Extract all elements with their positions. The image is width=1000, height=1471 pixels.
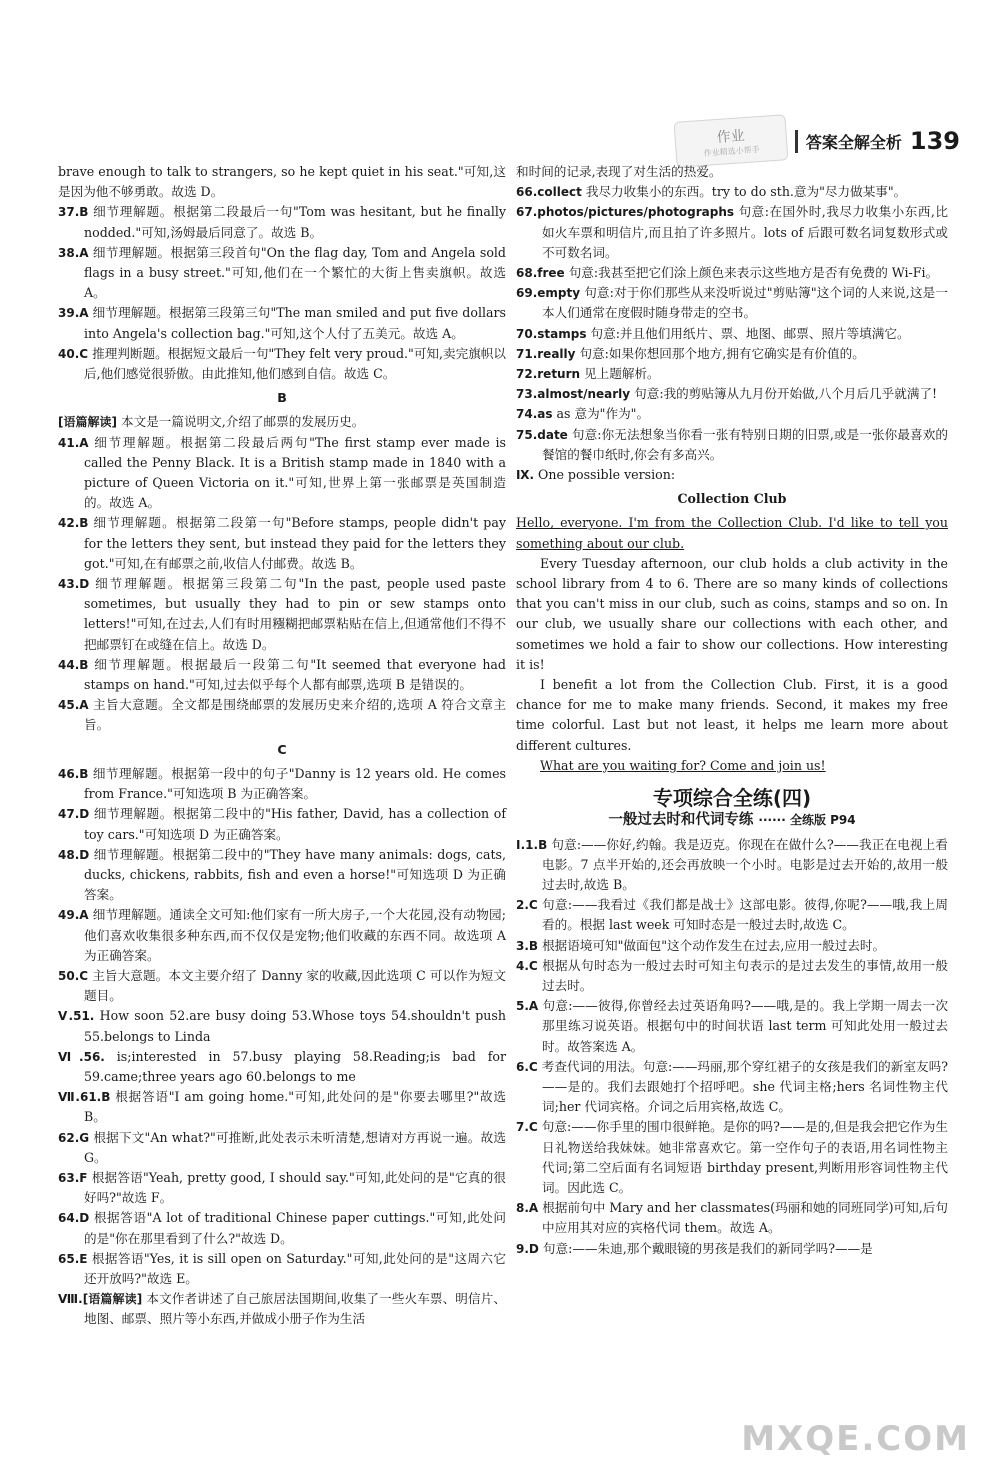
answer-item — [516, 263, 948, 283]
answer-explanation: One possible version: — [538, 467, 676, 483]
answer-number: 66.collect — [516, 185, 582, 200]
answer-explanation: 句意:我甚至把它们涂上颜色来表示这些地方是否有免费的 Wi-Fi。 — [568, 265, 939, 281]
answer-number: 48.D — [58, 847, 90, 862]
answer-explanation: 句意:——你手里的围巾很鲜艳。是你的吗?——是的,但是我会把它作为生日礼物送给我妹妹。她非常喜欢它。第一空作句子的表语,用名词性物主代词;第二空后面有名词短语 birthday present,判断用形容词性物主代词。因此选 C。 — [541, 1119, 949, 1195]
answer-item — [58, 695, 506, 735]
answer-explanation: 根据答语"Yeah, pretty good, I should say."可知,此处问的是"它真的很好吗?"故选 F。 — [84, 1169, 506, 1206]
answer-explanation: 句意:在国外时,我尽力收集小东西,比如火车票和明信片,而且拍了许多照片。lots of 后跟可数名词复数形式或不可数名词。 — [542, 204, 948, 260]
answer-number: 6.C — [516, 1059, 538, 1074]
answer-item — [516, 956, 948, 996]
answer-number: 67.photos/pictures/photographs — [516, 205, 735, 220]
left-column — [58, 162, 506, 1330]
answer-explanation: is;interested in 57.busy playing 58.Reading;is bad for 59.came;three years ago 60.belongs to me — [84, 1048, 506, 1084]
answer-explanation: 根据答语"Yes, it is sill open on Saturday."可知,此处问的是"这周六它还开放吗?"故选 E。 — [84, 1250, 506, 1286]
answer-number: 73.almost/nearly — [516, 387, 631, 402]
special-section-subtitle — [516, 810, 948, 830]
answer-explanation: 句意:——彼得,你曾经去过英语角吗?——哦,是的。我上学期一周去一次那里练习说英语。根据句中的时间状语 last term 可知此处用一般过去时。故答案选 A。 — [542, 998, 948, 1054]
section-heading: C — [277, 741, 287, 757]
answer-item — [58, 1289, 506, 1329]
essay-paragraph: I benefit a lot from the Collection Club. First, it is a good chance for me to make many friends. Second, it makes my free time colorful. Last but not least, it helps me learn more about different cultures. — [516, 677, 948, 753]
answer-number: 70.stamps — [516, 326, 587, 341]
answer-explanation: 主旨大意题。本文主要介绍了 Danny 家的收藏,因此选项 C 可以作为短文题目。 — [84, 967, 506, 1004]
subtitle-text: 一般过去时和代词专练 — [608, 812, 754, 829]
answer-item — [58, 1047, 506, 1087]
answer-number: 43.D — [58, 577, 90, 592]
answer-item — [516, 324, 948, 344]
answer-number: 72.return — [516, 367, 581, 382]
answer-explanation: as 意为"作为"。 — [556, 406, 650, 422]
answer-number: 49.A — [58, 908, 89, 923]
stamp-subtext: 作业精选小帮手 — [703, 144, 760, 158]
answer-explanation: 细节理解题。根据第三段第三句"The man smiled and put five dollars into Angela's collection bag."可知,这个人付了五美元。故选 A。 — [84, 305, 506, 341]
answer-number: 74.as — [516, 407, 553, 422]
right-bottom-answers — [516, 835, 948, 1259]
answer-number: Ⅰ.1.B — [516, 837, 548, 852]
page-reference: ······ 全练版 P94 — [758, 813, 856, 828]
answer-explanation: 句意:——你好,约翰。我是迈克。你现在在做什么?——我正在电视上看电影。7 点半开始的,还会再放映一个小时。电影是过去开始的,故用一般过去时,故选 B。 — [542, 836, 948, 892]
answer-number: 37.B — [58, 205, 89, 220]
answer-number: 8.A — [516, 1201, 539, 1216]
answer-explanation: 句意:我的剪贴簿从九月份开始做,八个月后几乎就满了! — [634, 386, 938, 402]
answer-number: 63.F — [58, 1170, 88, 1185]
answer-item — [58, 1006, 506, 1046]
answer-item — [58, 344, 506, 384]
answer-item — [516, 835, 948, 896]
sample-essay — [516, 489, 948, 776]
essay-closing: What are you waiting for? Come and join us! — [540, 757, 826, 773]
answer-explanation: 根据答语"I am going home."可知,此处问的是"你要去哪里?"故选 B。 — [84, 1089, 507, 1125]
answer-item — [58, 655, 506, 695]
section-heading: B — [277, 390, 287, 406]
right-top-answers — [516, 162, 948, 485]
answer-item — [516, 344, 948, 364]
right-column — [516, 162, 948, 1259]
answer-explanation: 句意:你无法想象当你看一张有特别日期的旧票,或是一张你最喜欢的餐馆的餐巾纸时,你会有多高兴。 — [542, 426, 948, 462]
answer-number: 46.B — [58, 766, 89, 781]
answer-explanation: 细节理解题。根据第二段中的"They have many animals: dogs, cats, ducks, chickens, rabbits, fish and even a horse!"可知选项 D 为正确答案。 — [84, 846, 506, 903]
answer-number: 9.D — [516, 1241, 539, 1256]
special-section-title: 专项综合全练(四) — [652, 786, 812, 811]
answer-number: Ⅶ.61.B — [58, 1090, 111, 1105]
answer-number: 5.A — [516, 999, 539, 1014]
answer-explanation: 句意:并且他们用纸片、票、地图、邮票、照片等填满它。 — [590, 325, 910, 341]
answer-number: Ⅴ.51. — [58, 1009, 95, 1024]
answer-number: 65.E — [58, 1251, 88, 1266]
answer-number: [语篇解读] — [58, 415, 117, 430]
answer-item — [516, 384, 948, 404]
answer-number: 45.A — [58, 698, 89, 713]
answer-item — [516, 404, 948, 424]
answer-explanation: 细节理解题。根据最后一段第二句"It seemed that everyone had stamps on hand."可知,过去似乎每个人都有邮票,选项 B 是错误的。 — [84, 656, 506, 693]
answer-explanation: 根据下文"An what?"可推断,此处表示未听清楚,想请对方再说一遍。故选 G。 — [84, 1129, 506, 1165]
answer-explanation: 句意:——我看过《我们都是战士》这部电影。彼得,你呢?——哦,我上周看的。根据 last week 可知时态是一般过去时,故选 C。 — [542, 897, 948, 933]
answer-explanation: 根据语境可知"做面包"这个动作发生在过去,应用一般过去时。 — [542, 937, 886, 953]
answer-number: 3.B — [516, 938, 539, 953]
answer-number: Ⅸ. — [516, 468, 535, 483]
answer-number: 42.B — [58, 516, 89, 531]
answer-explanation: 细节理解题。根据第二段最后一句"Tom was hesitant, but he finally nodded."可知,汤姆最后同意了。故选 B。 — [84, 204, 506, 240]
answer-number: 39.A — [58, 306, 89, 321]
answer-number: 38.A — [58, 245, 89, 260]
answer-number: 40.C — [58, 346, 89, 361]
answer-item — [516, 202, 948, 263]
answer-number: Ⅵ.56. — [58, 1049, 105, 1064]
answer-explanation: 句意:——朱迪,那个戴眼镜的男孩是我们的新同学吗?——是 — [542, 1240, 873, 1256]
homework-stamp-logo — [673, 114, 788, 168]
answer-explanation: 根据答语"A lot of traditional Chinese paper cuttings."可知,此处问的是"你在那里看到了什么?"故选 D。 — [84, 1210, 506, 1246]
answer-item — [58, 905, 506, 966]
answer-item — [516, 1239, 948, 1259]
answer-item — [516, 465, 948, 485]
answer-number: 41.A — [58, 435, 89, 450]
essay-paragraph: Every Tuesday afternoon, our club holds a club activity in the school library from 4 to 6. There are so many kinds of collections that you can't miss in our club, such as coins, stamps and so on. In our club, we usually share our collections with each other, and sometimes we hold a fair to show our collections. How interesting it is! — [516, 555, 948, 672]
answer-explanation: 根据前句中 Mary and her classmates(玛丽和她的同班同学)可知,后句中应用其对应的宾格代词 them。故选 A。 — [542, 1200, 948, 1236]
answer-explanation: 主旨大意题。全文都是围绕邮票的发展历史来介绍的,选项 A 符合文章主旨。 — [84, 697, 506, 733]
stamp-text: 作业 — [716, 127, 746, 146]
answer-item — [58, 1128, 506, 1168]
answer-explanation: 细节理解题。根据第二段第一句"Before stamps, people didn't pay for the letters they sent, but instead they paid for the letters they got."可知,在有邮票之前,收信人付邮费。故选 B。 — [84, 515, 506, 571]
answer-explanation: 句意:如果你想回那个地方,拥有它确实是有价值的。 — [579, 345, 865, 361]
answer-item — [58, 202, 506, 242]
answer-number: 64.D — [58, 1211, 90, 1226]
essay-intro: Hello, everyone. I'm from the Collection Club. I'd like to tell you something about our club. — [516, 515, 948, 551]
answer-item — [58, 966, 506, 1006]
answer-item — [58, 1087, 506, 1127]
answer-item — [516, 425, 948, 465]
essay-title: Collection Club — [677, 491, 787, 507]
answer-item — [516, 1198, 948, 1238]
answer-item — [58, 764, 506, 804]
answer-explanation: 见上题解析。 — [584, 366, 660, 382]
answer-number: 4.C — [516, 958, 538, 973]
answer-item — [516, 936, 948, 956]
answer-explanation: 细节理解题。根据第三段首句"On the flag day, Tom and Angela sold flags in a busy street."可知,他们在一个繁忙的大街上售卖旗帜。故选 A。 — [84, 244, 506, 301]
answer-item — [58, 574, 506, 655]
continued-text: 和时间的记录,表现了对生活的热爱。 — [516, 164, 722, 179]
answer-item — [58, 513, 506, 574]
answer-item — [58, 303, 506, 343]
answer-explanation: 细节理解题。根据第二段最后两句"The first stamp ever made is called the Penny Black. It is a British stamp made in 1840 with a picture of Queen Victoria on it."可知,世界上第一张邮票是英国制造的。故选 A。 — [84, 434, 506, 511]
answer-explanation: 细节理解题。根据第一段中的句子"Danny is 12 years old. He comes from France."可知选项 B 为正确答案。 — [84, 765, 506, 802]
answer-explanation: 细节理解题。根据第三段第二句"In the past, people used paste sometimes, but usually they had to pin or sew stamps onto letters!"可知,在过去,人们有时用糨糊把邮票粘贴在信上,但通常他们不得不把邮票钉在或缝在信上。故选 D。 — [84, 576, 506, 652]
watermark-logo: MXQE.COM — [741, 1419, 970, 1459]
answer-number: 69.empty — [516, 286, 581, 301]
answer-number: 71.really — [516, 346, 576, 361]
answer-number: 47.D — [58, 807, 90, 822]
answer-item — [516, 1117, 948, 1198]
answer-item — [516, 996, 948, 1057]
answer-item — [516, 1057, 948, 1118]
answer-item — [58, 1249, 506, 1289]
answer-item — [58, 433, 506, 514]
answer-explanation: 考查代词的用法。句意:——玛丽,那个穿红裙子的女孩是我们的新室友吗?——是的。我们去跟她打个招呼吧。she 代词主格;hers 名词性物主代词;her 代词宾格。介词之后用宾格,故选 C。 — [541, 1058, 948, 1115]
answer-item — [58, 1168, 506, 1208]
continued-text: brave enough to talk to strangers, so he kept quiet in his seat."可知,这是因为他不够勇敢。故选 D。 — [58, 164, 506, 200]
answer-explanation: 推理判断题。根据短文最后一句"They felt very proud."可知,卖完旗帜以后,他们感觉很骄傲。由此推知,他们感到自信。故选 C。 — [84, 345, 506, 382]
answer-explanation: 句意:对于你们那些从来没听说过"剪贴簿"这个词的人来说,这是一本人们通常在度假时随身带走的空书。 — [542, 285, 948, 321]
answer-explanation: 本文是一篇说明文,介绍了邮票的发展历史。 — [121, 414, 365, 430]
answer-explanation: 我尽力收集小的东西。try to do sth.意为"尽力做某事"。 — [585, 184, 907, 200]
answer-item — [58, 243, 506, 304]
page-number: 139 — [909, 127, 960, 155]
answer-item — [516, 895, 948, 935]
answer-explanation: 细节理解题。通读全文可知:他们家有一所大房子,一个大花园,没有动物园;他们喜欢收集很多种东西,而不仅仅是宠物;他们收藏的东西不同。故选项 A 为正确答案。 — [84, 907, 506, 963]
answer-number: 7.C — [516, 1120, 538, 1135]
answer-explanation: How soon 52.are busy doing 53.Whose toys 54.shouldn't push 55.belongs to Linda — [84, 1008, 506, 1044]
answer-number: 68.free — [516, 266, 565, 281]
answer-number: Ⅷ.[语篇解读] — [58, 1292, 143, 1307]
answer-item — [516, 364, 948, 384]
answer-number: 75.date — [516, 427, 568, 442]
page-header — [675, 118, 960, 164]
answer-item — [58, 845, 506, 906]
answer-explanation: 根据从句时态为一般过去时可知主句表示的是过去发生的事情,故用一般过去时。 — [542, 957, 948, 993]
answer-item — [58, 412, 506, 432]
answer-explanation: 细节理解题。根据第二段中的"His father, David, has a collection of toy cars."可知选项 D 为正确答案。 — [84, 806, 506, 842]
header-title: 答案全解全析 — [795, 130, 902, 153]
answer-number: 44.B — [58, 657, 89, 672]
answer-number: 2.C — [516, 898, 538, 913]
answer-explanation: 本文作者讲述了自己旅居法国期间,收集了一些火车票、明信片、地图、邮票、照片等小东西,并做成小册子作为生活 — [84, 1291, 506, 1327]
answer-number: 50.C — [58, 968, 89, 983]
answer-item — [516, 283, 948, 323]
answer-item — [58, 804, 506, 844]
answer-item — [516, 182, 948, 202]
answer-item — [58, 1208, 506, 1248]
answer-number: 62.G — [58, 1130, 90, 1145]
